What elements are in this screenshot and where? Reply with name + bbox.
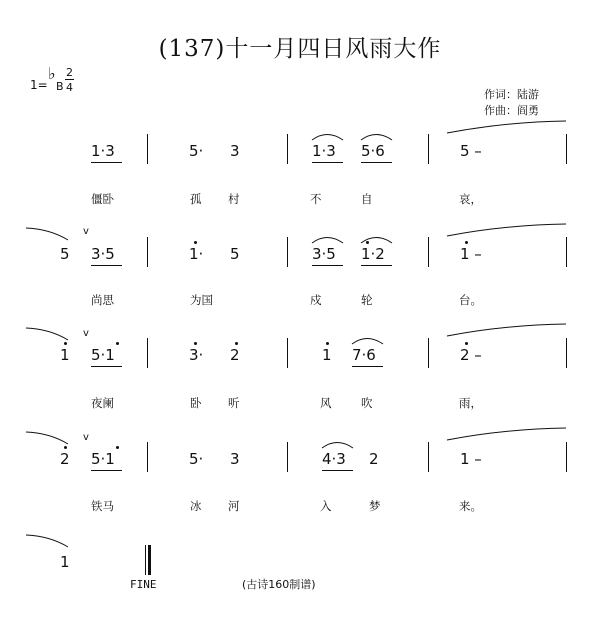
slur bbox=[322, 443, 353, 449]
lyricist-credit: 作词：陆游 bbox=[484, 88, 539, 101]
lyric: 自 bbox=[361, 192, 373, 206]
note-group: 2 bbox=[230, 346, 240, 364]
lyric: 卧 bbox=[190, 396, 202, 410]
lyric: 孤 bbox=[190, 192, 202, 206]
note-group: 3· bbox=[189, 346, 204, 364]
lyric: 哀， bbox=[459, 192, 482, 206]
page-title: (137)十一月四日风雨大作 bbox=[158, 36, 442, 62]
note-group: 3 bbox=[230, 142, 240, 160]
tie-in bbox=[26, 535, 68, 547]
flat-icon: ♭ bbox=[48, 64, 56, 83]
note-group: 5 – bbox=[460, 142, 482, 160]
tie-out bbox=[447, 428, 566, 440]
tie-in bbox=[26, 432, 68, 444]
lead-note: 2 bbox=[60, 450, 70, 468]
note-group: 3·5 bbox=[91, 245, 115, 263]
tie-in bbox=[26, 228, 68, 240]
note-group: 5·1 bbox=[91, 346, 115, 364]
lyric: 雨， bbox=[459, 396, 482, 410]
slur bbox=[312, 135, 343, 141]
lead-note: 1 bbox=[60, 346, 70, 364]
lyric: 戍 bbox=[310, 293, 322, 307]
note-group: 1·3 bbox=[91, 142, 115, 160]
slur bbox=[352, 339, 383, 345]
tie-in bbox=[26, 328, 68, 340]
note-group: 5·6 bbox=[361, 142, 385, 160]
note-group: 1 – bbox=[460, 245, 482, 263]
lyric: 铁马 bbox=[91, 499, 114, 513]
breath-mark: v bbox=[83, 328, 89, 339]
time-sig-den: 4 bbox=[66, 81, 73, 94]
lead-note: 1 bbox=[60, 553, 70, 571]
note-group: 3 bbox=[230, 450, 240, 468]
lyric: 冰 bbox=[190, 499, 202, 513]
key-note: B bbox=[56, 80, 64, 93]
footer-note: (古诗160制谱) bbox=[242, 578, 316, 591]
lyric: 不 bbox=[310, 192, 322, 206]
key-prefix: 1= bbox=[30, 78, 48, 92]
lyric: 河 bbox=[228, 499, 240, 513]
lead-note: 5 bbox=[60, 245, 70, 263]
time-sig-num: 2 bbox=[66, 66, 73, 79]
note-group: 1· bbox=[189, 245, 204, 263]
note-group: 1·2 bbox=[361, 245, 385, 263]
lyric: 入 bbox=[320, 499, 332, 513]
lyric: 尚思 bbox=[91, 293, 114, 307]
lyric: 梦 bbox=[369, 499, 381, 513]
note-group: 5·1 bbox=[91, 450, 115, 468]
note-group: 5· bbox=[189, 142, 204, 160]
note-group: 2 bbox=[369, 450, 379, 468]
lyric: 吹 bbox=[361, 396, 373, 410]
note-group: 4·3 bbox=[322, 450, 346, 468]
breath-mark: v bbox=[83, 226, 89, 237]
tie-out bbox=[447, 224, 566, 236]
note-group: 1·3 bbox=[312, 142, 336, 160]
tie-out bbox=[447, 324, 566, 336]
fine-label: FINE bbox=[130, 578, 157, 591]
note-group: 3·5 bbox=[312, 245, 336, 263]
note-group: 1 bbox=[322, 346, 332, 364]
lyric: 台。 bbox=[459, 293, 482, 307]
slur bbox=[361, 238, 392, 244]
note-group: 2 – bbox=[460, 346, 482, 364]
lyric: 村 bbox=[228, 192, 240, 206]
note-group: 1 – bbox=[460, 450, 482, 468]
slur bbox=[361, 135, 392, 141]
lyric: 夜阑 bbox=[91, 396, 114, 410]
tie-out bbox=[447, 121, 566, 133]
breath-mark: v bbox=[83, 432, 89, 443]
lyric: 轮 bbox=[361, 293, 373, 307]
lyric: 风 bbox=[320, 396, 332, 410]
lyric: 僵卧 bbox=[91, 192, 114, 206]
lyric: 听 bbox=[228, 396, 240, 410]
lyric: 来。 bbox=[459, 499, 482, 513]
note-group: 5 bbox=[230, 245, 240, 263]
slur bbox=[312, 238, 343, 244]
composer-credit: 作曲：阎勇 bbox=[484, 104, 539, 117]
note-group: 5· bbox=[189, 450, 204, 468]
lyric: 为国 bbox=[190, 293, 213, 307]
note-group: 7·6 bbox=[352, 346, 376, 364]
